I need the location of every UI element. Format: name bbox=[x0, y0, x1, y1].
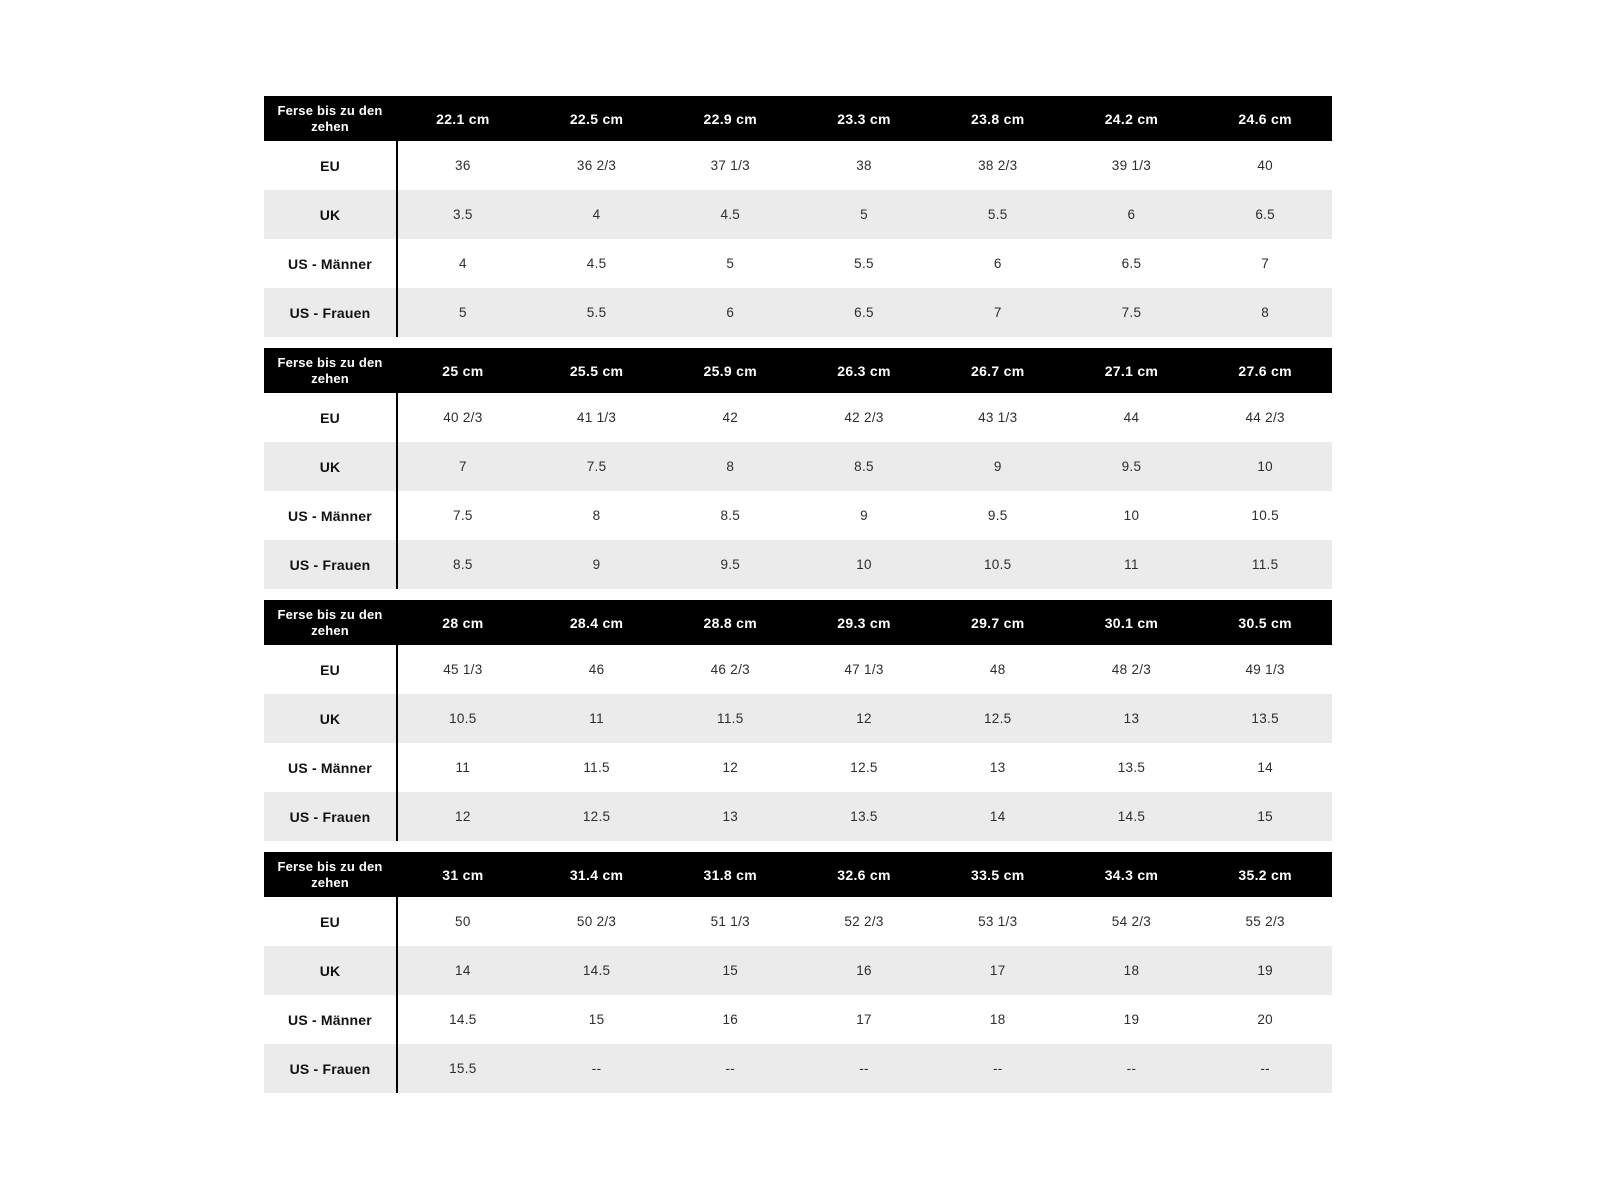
size-row-us-women bbox=[264, 288, 1332, 337]
size-value-cell: 6 bbox=[726, 305, 735, 320]
row-label: US - Frauen bbox=[289, 556, 371, 573]
size-value-cell: 16 bbox=[856, 963, 872, 978]
size-value-cell: 38 2/3 bbox=[978, 158, 1018, 173]
size-value-cell: 44 bbox=[1123, 410, 1140, 425]
size-row-uk bbox=[264, 946, 1332, 995]
size-value-cell: 5.5 bbox=[987, 207, 1008, 222]
size-row-us-men bbox=[264, 995, 1332, 1044]
heel-to-toe-cm-value: 33.5 cm bbox=[970, 866, 1025, 883]
size-row-uk bbox=[264, 190, 1332, 239]
size-chart-section bbox=[264, 600, 1332, 841]
size-value-cell: 19 bbox=[1123, 1012, 1140, 1027]
row-label: UK bbox=[319, 206, 341, 223]
size-chart-table bbox=[264, 96, 1332, 1093]
size-value-cell: -- bbox=[992, 1061, 1003, 1076]
column-divider-line bbox=[396, 141, 398, 337]
size-value-cell: 39 1/3 bbox=[1111, 158, 1152, 173]
heel-to-toe-cm-value: 24.6 cm bbox=[1238, 110, 1292, 127]
size-value-cell: 15 bbox=[722, 963, 739, 978]
section-header-row bbox=[264, 852, 1332, 897]
size-value-cell: 17 bbox=[856, 1012, 872, 1027]
size-value-cell: 51 1/3 bbox=[710, 914, 750, 929]
row-label: US - Frauen bbox=[289, 304, 371, 321]
heel-to-toe-cm-value: 23.3 cm bbox=[837, 110, 891, 127]
size-value-cell: 7.5 bbox=[1121, 305, 1142, 320]
size-value-cell: 10 bbox=[1257, 459, 1273, 474]
size-value-cell: 9 bbox=[592, 557, 601, 572]
heel-to-toe-cm-value: 26.7 cm bbox=[970, 362, 1025, 379]
section-header-row bbox=[264, 600, 1332, 645]
size-value-cell: 11.5 bbox=[717, 711, 744, 726]
size-value-cell: 12 bbox=[455, 809, 471, 824]
size-value-cell: 15 bbox=[1257, 809, 1273, 824]
heel-to-toe-cm-value: 30.5 cm bbox=[1238, 614, 1292, 631]
size-row-eu bbox=[264, 393, 1332, 442]
size-value-cell: 41 1/3 bbox=[576, 410, 617, 425]
size-value-cell: 11 bbox=[589, 711, 604, 726]
size-value-cell: 14 bbox=[989, 809, 1006, 824]
size-chart-section bbox=[264, 96, 1332, 337]
heel-to-toe-cm-value: 24.2 cm bbox=[1104, 110, 1159, 127]
heel-to-toe-cm-value: 32.6 cm bbox=[837, 866, 891, 883]
size-value-cell: 5 bbox=[726, 256, 735, 271]
size-value-cell: 15 bbox=[588, 1012, 605, 1027]
heel-to-toe-cm-value: 22.5 cm bbox=[569, 110, 624, 127]
row-label: UK bbox=[319, 710, 341, 727]
size-row-us-women bbox=[264, 540, 1332, 589]
size-value-cell: 8.5 bbox=[854, 459, 874, 474]
row-label: US - Männer bbox=[288, 507, 372, 524]
size-value-cell: 40 bbox=[1257, 158, 1273, 173]
size-value-cell: 48 2/3 bbox=[1111, 662, 1152, 677]
heel-to-toe-header-label: Ferse bis zu den zehen bbox=[277, 354, 383, 386]
row-label: US - Männer bbox=[288, 255, 372, 272]
row-label: US - Männer bbox=[288, 1011, 372, 1028]
size-value-cell: 4 bbox=[592, 207, 601, 222]
size-value-cell: 8.5 bbox=[720, 508, 741, 523]
heel-to-toe-cm-value: 28 cm bbox=[442, 614, 484, 631]
size-value-cell: 7 bbox=[993, 305, 1002, 320]
heel-to-toe-cm-value: 28.4 cm bbox=[569, 614, 624, 631]
size-value-cell: 14.5 bbox=[582, 963, 611, 978]
row-label: EU bbox=[320, 913, 340, 930]
row-label: US - Frauen bbox=[289, 808, 371, 825]
row-label: EU bbox=[320, 157, 340, 174]
heel-to-toe-cm-value: 29.3 cm bbox=[837, 614, 891, 631]
size-value-cell: 49 1/3 bbox=[1245, 662, 1285, 677]
heel-to-toe-cm-value: 22.1 cm bbox=[436, 110, 490, 127]
size-value-cell: 17 bbox=[989, 963, 1006, 978]
size-value-cell: 18 bbox=[1123, 963, 1140, 978]
size-value-cell: 8 bbox=[592, 508, 601, 523]
size-value-cell: 16 bbox=[722, 1012, 739, 1027]
size-value-cell: 36 2/3 bbox=[576, 158, 617, 173]
size-row-us-men bbox=[264, 491, 1332, 540]
size-value-cell: 7 bbox=[458, 459, 467, 474]
heel-to-toe-cm-value: 31.8 cm bbox=[703, 866, 758, 883]
size-value-cell: 9 bbox=[860, 508, 868, 523]
size-chart-section bbox=[264, 348, 1332, 589]
size-value-cell: 40 2/3 bbox=[443, 410, 483, 425]
heel-to-toe-cm-value: 31.4 cm bbox=[569, 866, 624, 883]
size-value-cell: 55 2/3 bbox=[1245, 914, 1285, 929]
size-value-cell: 42 bbox=[722, 410, 739, 425]
column-divider-line bbox=[396, 897, 398, 1093]
size-value-cell: 38 bbox=[856, 158, 872, 173]
size-value-cell: 50 2/3 bbox=[576, 914, 617, 929]
size-value-cell: 5.5 bbox=[586, 305, 607, 320]
size-value-cell: 12.5 bbox=[850, 760, 878, 775]
heel-to-toe-cm-value: 22.9 cm bbox=[703, 110, 758, 127]
size-value-cell: 9.5 bbox=[720, 557, 741, 572]
size-value-cell: 47 1/3 bbox=[844, 662, 884, 677]
size-value-cell: 10.5 bbox=[449, 711, 477, 726]
size-value-cell: 8 bbox=[1261, 305, 1270, 320]
size-value-cell: 6 bbox=[993, 256, 1002, 271]
size-row-uk bbox=[264, 694, 1332, 743]
size-value-cell: 6 bbox=[1127, 207, 1136, 222]
size-value-cell: 50 bbox=[455, 914, 471, 929]
size-value-cell: 13.5 bbox=[850, 809, 878, 824]
size-value-cell: 15.5 bbox=[449, 1061, 477, 1076]
size-value-cell: 4.5 bbox=[720, 207, 741, 222]
size-value-cell: 6.5 bbox=[854, 305, 874, 320]
size-value-cell: 10 bbox=[856, 557, 872, 572]
size-value-cell: 5 bbox=[860, 207, 868, 222]
size-value-cell: 9.5 bbox=[1121, 459, 1142, 474]
section-header-row bbox=[264, 96, 1332, 141]
row-label: EU bbox=[320, 661, 340, 678]
size-value-cell: 8.5 bbox=[453, 557, 473, 572]
size-chart-section bbox=[264, 852, 1332, 1093]
size-value-cell: 12.5 bbox=[983, 711, 1012, 726]
section-header-row bbox=[264, 348, 1332, 393]
heel-to-toe-cm-value: 27.1 cm bbox=[1104, 362, 1159, 379]
row-label: EU bbox=[320, 409, 340, 426]
size-value-cell: 14.5 bbox=[1117, 809, 1146, 824]
size-value-cell: 6.5 bbox=[1121, 256, 1142, 271]
size-value-cell: 11.5 bbox=[1251, 557, 1279, 572]
heel-to-toe-cm-value: 35.2 cm bbox=[1238, 866, 1292, 883]
size-value-cell: 6.5 bbox=[1255, 207, 1275, 222]
size-value-cell: 20 bbox=[1257, 1012, 1273, 1027]
size-value-cell: 10.5 bbox=[983, 557, 1012, 572]
heel-to-toe-cm-value: 31 cm bbox=[442, 866, 484, 883]
row-label: UK bbox=[319, 458, 341, 475]
size-row-us-women bbox=[264, 792, 1332, 841]
heel-to-toe-cm-value: 28.8 cm bbox=[703, 614, 758, 631]
size-value-cell: 13.5 bbox=[1251, 711, 1279, 726]
size-value-cell: 54 2/3 bbox=[1111, 914, 1152, 929]
size-row-us-women bbox=[264, 1044, 1332, 1093]
size-value-cell: 13 bbox=[989, 760, 1006, 775]
heel-to-toe-header-label: Ferse bis zu den zehen bbox=[277, 606, 383, 638]
column-divider-line bbox=[396, 393, 398, 589]
heel-to-toe-cm-value: 23.8 cm bbox=[970, 110, 1025, 127]
heel-to-toe-cm-value: 25.5 cm bbox=[569, 362, 624, 379]
size-row-us-men bbox=[264, 743, 1332, 792]
size-value-cell: 3.5 bbox=[453, 207, 473, 222]
size-row-us-men bbox=[264, 239, 1332, 288]
size-value-cell: 14 bbox=[455, 963, 471, 978]
size-value-cell: 10.5 bbox=[1251, 508, 1279, 523]
size-value-cell: 13 bbox=[722, 809, 739, 824]
size-row-eu bbox=[264, 897, 1332, 946]
size-value-cell: 52 2/3 bbox=[844, 914, 884, 929]
size-value-cell: -- bbox=[725, 1061, 736, 1076]
size-value-cell: 7 bbox=[1261, 256, 1270, 271]
size-value-cell: 37 1/3 bbox=[710, 158, 750, 173]
heel-to-toe-cm-value: 26.3 cm bbox=[837, 362, 891, 379]
column-divider-line bbox=[396, 645, 398, 841]
size-value-cell: 9 bbox=[993, 459, 1002, 474]
size-value-cell: 42 2/3 bbox=[844, 410, 884, 425]
size-value-cell: 46 bbox=[588, 662, 605, 677]
size-value-cell: 53 1/3 bbox=[978, 914, 1018, 929]
size-value-cell: 45 1/3 bbox=[443, 662, 483, 677]
size-value-cell: 12.5 bbox=[582, 809, 611, 824]
heel-to-toe-cm-value: 25 cm bbox=[442, 362, 484, 379]
heel-to-toe-header-label: Ferse bis zu den zehen bbox=[277, 102, 383, 134]
size-value-cell: 7.5 bbox=[586, 459, 607, 474]
size-value-cell: 14.5 bbox=[449, 1012, 477, 1027]
heel-to-toe-cm-value: 29.7 cm bbox=[970, 614, 1025, 631]
size-value-cell: 9.5 bbox=[987, 508, 1008, 523]
size-value-cell: 12 bbox=[722, 760, 739, 775]
size-value-cell: 8 bbox=[726, 459, 735, 474]
size-value-cell: 36 bbox=[455, 158, 471, 173]
size-row-uk bbox=[264, 442, 1332, 491]
size-value-cell: 19 bbox=[1257, 963, 1273, 978]
heel-to-toe-cm-value: 34.3 cm bbox=[1104, 866, 1159, 883]
heel-to-toe-header-label: Ferse bis zu den zehen bbox=[277, 858, 383, 890]
size-value-cell: 46 2/3 bbox=[710, 662, 750, 677]
size-value-cell: 11.5 bbox=[583, 760, 610, 775]
size-value-cell: -- bbox=[1126, 1061, 1137, 1076]
heel-to-toe-cm-value: 25.9 cm bbox=[703, 362, 758, 379]
size-value-cell: 11 bbox=[455, 760, 471, 775]
size-row-eu bbox=[264, 141, 1332, 190]
size-value-cell: 48 bbox=[989, 662, 1006, 677]
size-value-cell: -- bbox=[859, 1061, 869, 1076]
size-row-eu bbox=[264, 645, 1332, 694]
row-label: US - Frauen bbox=[289, 1060, 371, 1077]
heel-to-toe-cm-value: 30.1 cm bbox=[1104, 614, 1159, 631]
size-value-cell: 4.5 bbox=[586, 256, 607, 271]
size-value-cell: 11 bbox=[1124, 557, 1139, 572]
row-label: US - Männer bbox=[288, 759, 372, 776]
size-value-cell: -- bbox=[1260, 1061, 1270, 1076]
size-value-cell: 10 bbox=[1123, 508, 1140, 523]
row-label: UK bbox=[319, 962, 341, 979]
size-value-cell: 12 bbox=[856, 711, 872, 726]
size-value-cell: 4 bbox=[458, 256, 467, 271]
heel-to-toe-cm-value: 27.6 cm bbox=[1238, 362, 1292, 379]
size-value-cell: 14 bbox=[1257, 760, 1273, 775]
size-value-cell: 7.5 bbox=[453, 508, 473, 523]
size-value-cell: 18 bbox=[989, 1012, 1006, 1027]
size-value-cell: 5.5 bbox=[854, 256, 874, 271]
size-value-cell: 13 bbox=[1123, 711, 1140, 726]
size-value-cell: 43 1/3 bbox=[978, 410, 1018, 425]
size-value-cell: -- bbox=[591, 1061, 602, 1076]
size-value-cell: 13.5 bbox=[1117, 760, 1146, 775]
size-value-cell: 44 2/3 bbox=[1245, 410, 1285, 425]
size-value-cell: 5 bbox=[458, 305, 467, 320]
